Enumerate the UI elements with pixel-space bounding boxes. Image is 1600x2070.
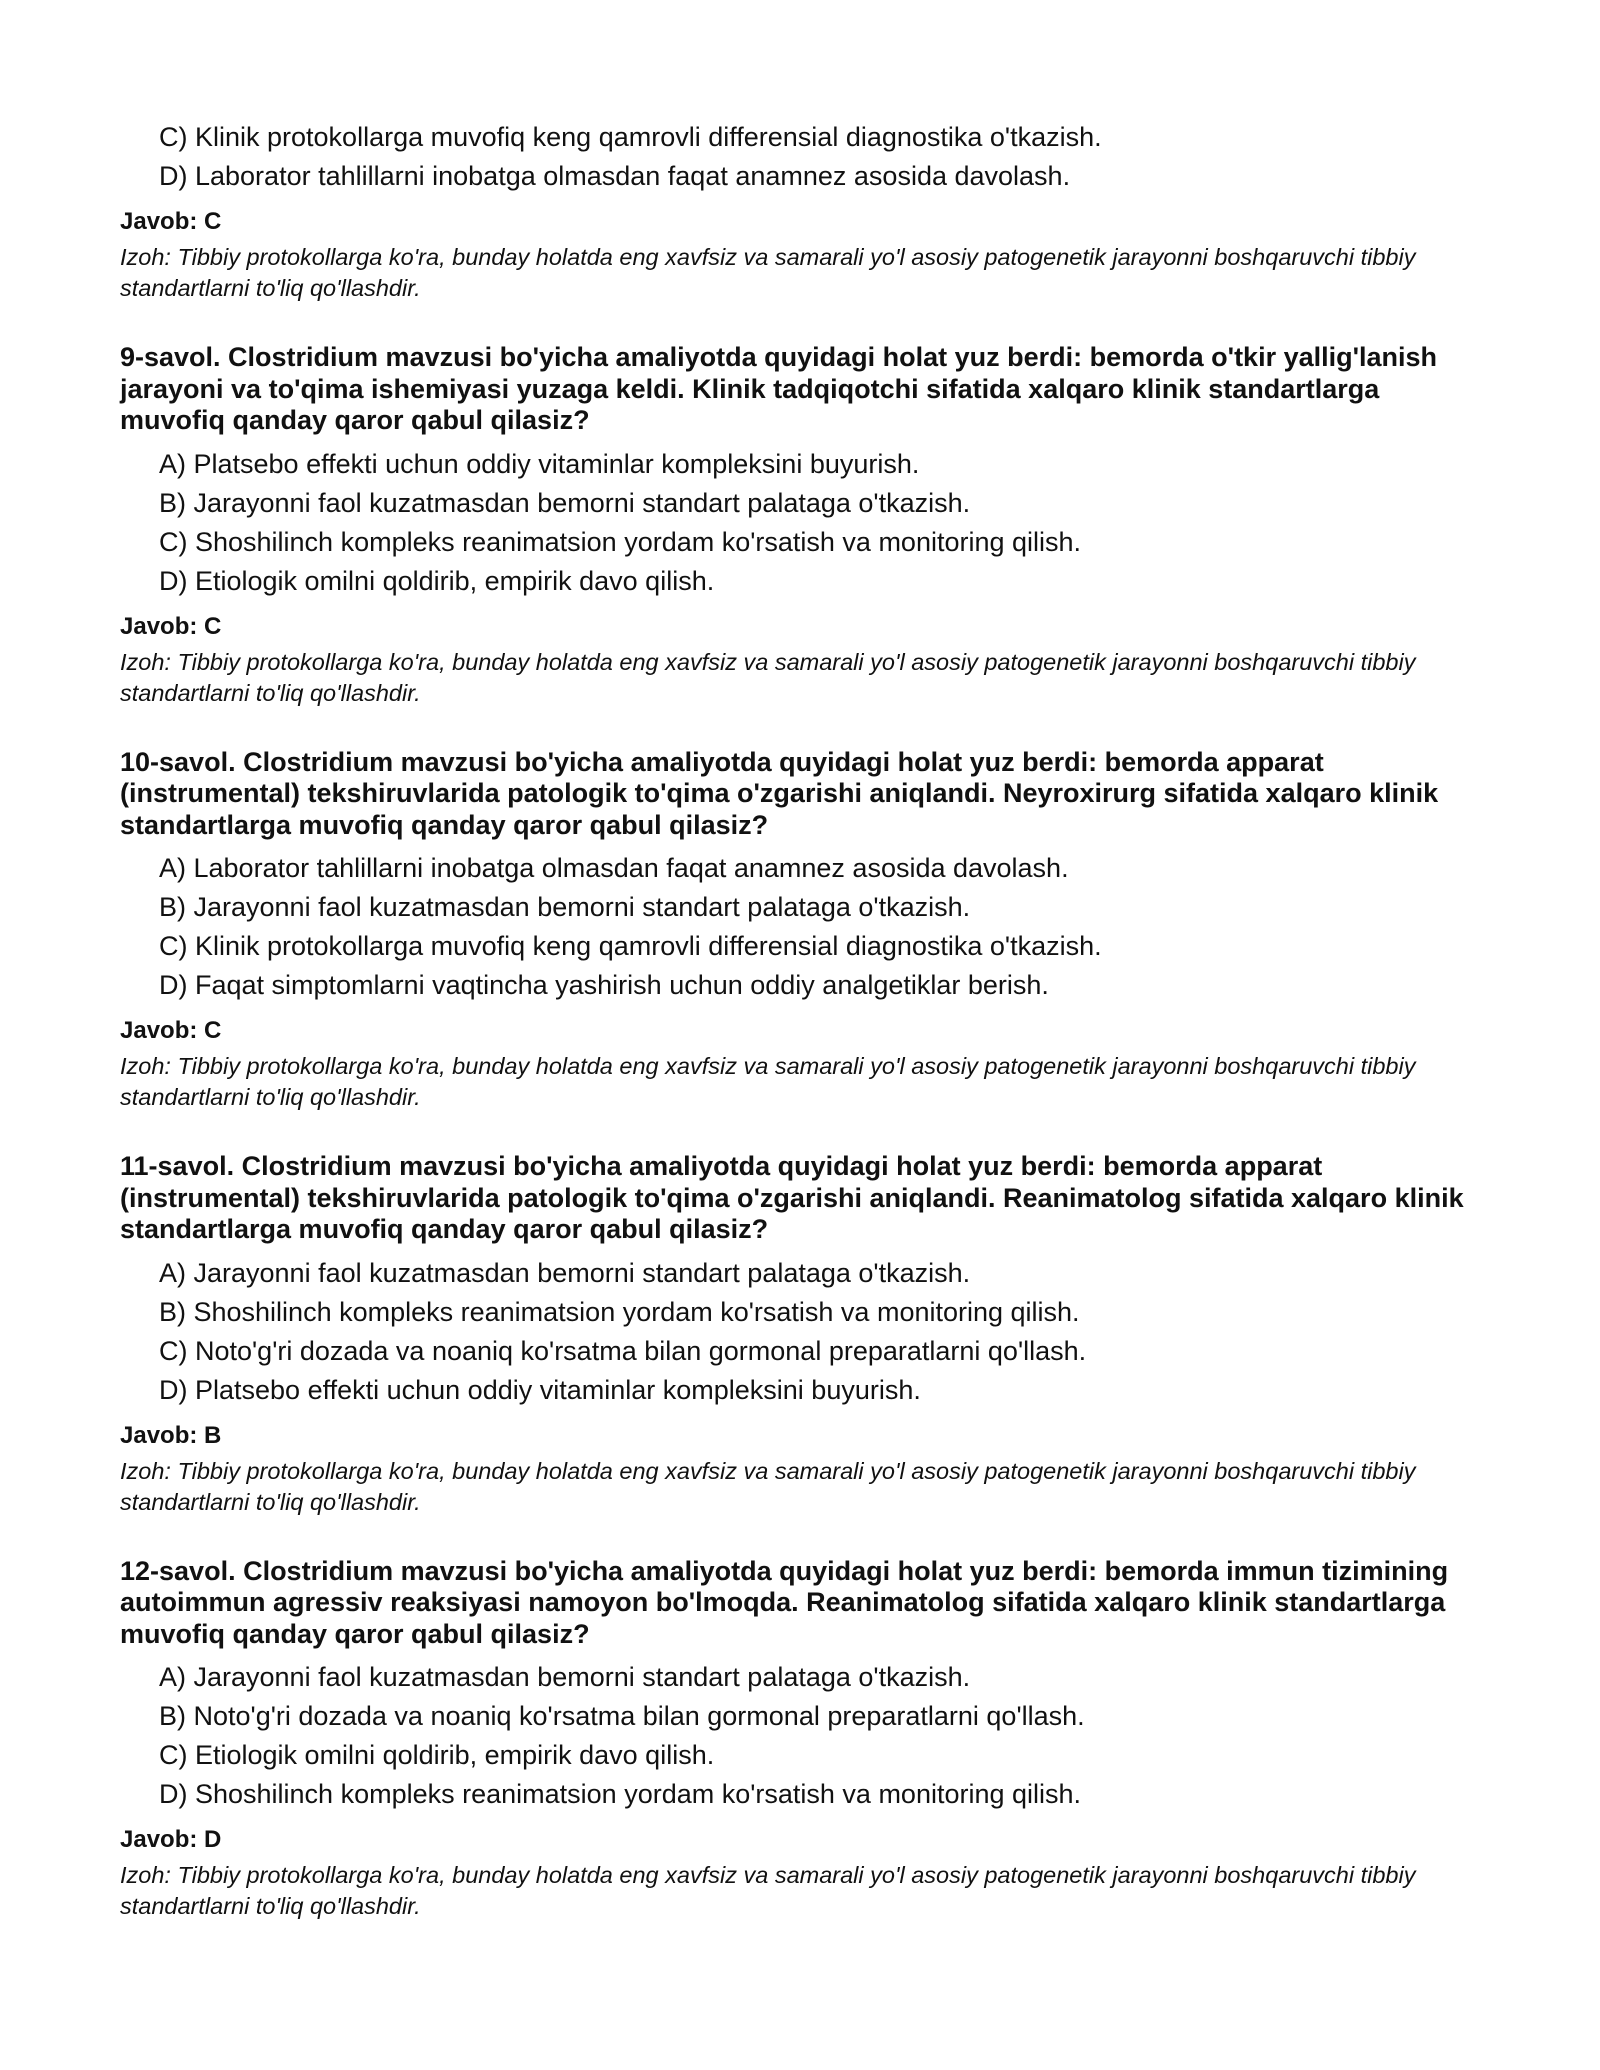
- option-d: D) Shoshilinch kompleks reanimatsion yordam ko'rsatish va monitoring qilish.: [159, 1779, 1082, 1809]
- document-page: [120, 118, 1480, 1922]
- explanation-note: Izoh: Tibbiy protokollarga ko'ra, bunday holatda eng xavfsiz va samarali yo'l asosiy patogenetik jarayonni boshqaruvchi tibbiy standartlarni to'liq qo'llashdir.: [120, 648, 1416, 706]
- option-d: D) Etiologik omilni qoldirib, empirik davo qilish.: [159, 565, 715, 596]
- explanation-note: Izoh: Tibbiy protokollarga ko'ra, bunday holatda eng xavfsiz va samarali yo'l asosiy patogenetik jarayonni boshqaruvchi tibbiy standartlarni to'liq qo'llashdir.: [120, 1862, 1416, 1919]
- option-b: B) Noto'g'ri dozada va noaniq ko'rsatma bilan gormonal preparatlarni qo'llash.: [159, 1701, 1085, 1731]
- option-c: C) Etiologik omilni qoldirib, empirik davo qilish.: [159, 1740, 715, 1770]
- answer-label: Javob: D: [120, 1826, 222, 1853]
- question-9: [120, 342, 1480, 709]
- question-11: [120, 1151, 1480, 1518]
- option-a: A) Laborator tahlillarni inobatga olmasdan faqat anamnez asosida davolash.: [159, 853, 1069, 883]
- question-text: 9-savol. Clostridium mavzusi bo'yicha amaliyotda quyidagi holat yuz berdi: bemorda o'tkir yallig'lanish jarayoni va to'qima ishemiyasi yuzaga keldi. Klinik tadqiqotchi sifatida xalqaro klinik standartlarga muvofiq qanday qaror qabul qilasiz?: [120, 342, 1438, 435]
- explanation-note: Izoh: Tibbiy protokollarga ko'ra, bunday holatda eng xavfsiz va samarali yo'l asosiy patogenetik jarayonni boshqaruvchi tibbiy standartlarni to'liq qo'llashdir.: [120, 1457, 1416, 1515]
- explanation-note: Izoh: Tibbiy protokollarga ko'ra, bunday holatda eng xavfsiz va samarali yo'l asosiy patogenetik jarayonni boshqaruvchi tibbiy standartlarni to'liq qo'llashdir.: [120, 1053, 1416, 1110]
- option-d: D) Laborator tahlillarni inobatga olmasdan faqat anamnez asosida davolash.: [159, 161, 1071, 191]
- question-8-continuation: [120, 118, 1480, 304]
- option-a: A) Jarayonni faol kuzatmasdan bemorni standart palataga o'tkazish.: [159, 1662, 971, 1692]
- option-c: C) Klinik protokollarga muvofiq keng qamrovli differensial diagnostika o'tkazish.: [159, 931, 1102, 961]
- option-a: A) Platsebo effekti uchun oddiy vitaminlar kompleksini buyurish.: [159, 448, 920, 479]
- option-a: A) Jarayonni faol kuzatmasdan bemorni standart palataga o'tkazish.: [159, 1257, 971, 1288]
- answer-label: Javob: C: [120, 1017, 222, 1044]
- explanation-note: Izoh: Tibbiy protokollarga ko'ra, bunday holatda eng xavfsiz va samarali yo'l asosiy patogenetik jarayonni boshqaruvchi tibbiy standartlarni to'liq qo'llashdir.: [120, 244, 1416, 301]
- answer-label: Javob: C: [120, 208, 222, 235]
- question-12: [120, 1556, 1480, 1923]
- option-c: C) Klinik protokollarga muvofiq keng qamrovli differensial diagnostika o'tkazish.: [159, 122, 1102, 152]
- answer-label: Javob: B: [120, 1421, 222, 1449]
- option-d: D) Platsebo effekti uchun oddiy vitaminlar kompleksini buyurish.: [159, 1374, 921, 1405]
- option-c: C) Shoshilinch kompleks reanimatsion yordam ko'rsatish va monitoring qilish.: [159, 526, 1082, 557]
- option-b: B) Shoshilinch kompleks reanimatsion yordam ko'rsatish va monitoring qilish.: [159, 1296, 1080, 1327]
- option-b: B) Jarayonni faol kuzatmasdan bemorni standart palataga o'tkazish.: [159, 892, 971, 922]
- option-c: C) Noto'g'ri dozada va noaniq ko'rsatma bilan gormonal preparatlarni qo'llash.: [159, 1335, 1087, 1366]
- question-text: 11-savol. Clostridium mavzusi bo'yicha amaliyotda quyidagi holat yuz berdi: bemorda apparat (instrumental) tekshiruvlarida patologik to'qima o'zgarishi aniqlandi. Reanimatolog sifatida xalqaro klinik standartlarga muvofiq qanday qaror qabul qilasiz?: [120, 1151, 1464, 1244]
- answer-label: Javob: C: [120, 612, 222, 640]
- question-10: [120, 747, 1480, 1114]
- question-text: 10-savol. Clostridium mavzusi bo'yicha amaliyotda quyidagi holat yuz berdi: bemorda apparat (instrumental) tekshiruvlarida patologik to'qima o'zgarishi aniqlandi. Neyroxirurg sifatida xalqaro klinik standartlarga muvofiq qanday qaror qabul qilasiz?: [120, 746, 1439, 840]
- question-text: 12-savol. Clostridium mavzusi bo'yicha amaliyotda quyidagi holat yuz berdi: bemorda immun tizimining autoimmun agressiv reaksiyasi namoyon bo'lmoqda. Reanimatolog sifatida xalqaro klinik standartlarga muvofiq qanday qaror qabul qilasiz?: [120, 1555, 1449, 1649]
- option-b: B) Jarayonni faol kuzatmasdan bemorni standart palataga o'tkazish.: [159, 487, 971, 518]
- option-d: D) Faqat simptomlarni vaqtincha yashirish uchun oddiy analgetiklar berish.: [159, 970, 1049, 1000]
